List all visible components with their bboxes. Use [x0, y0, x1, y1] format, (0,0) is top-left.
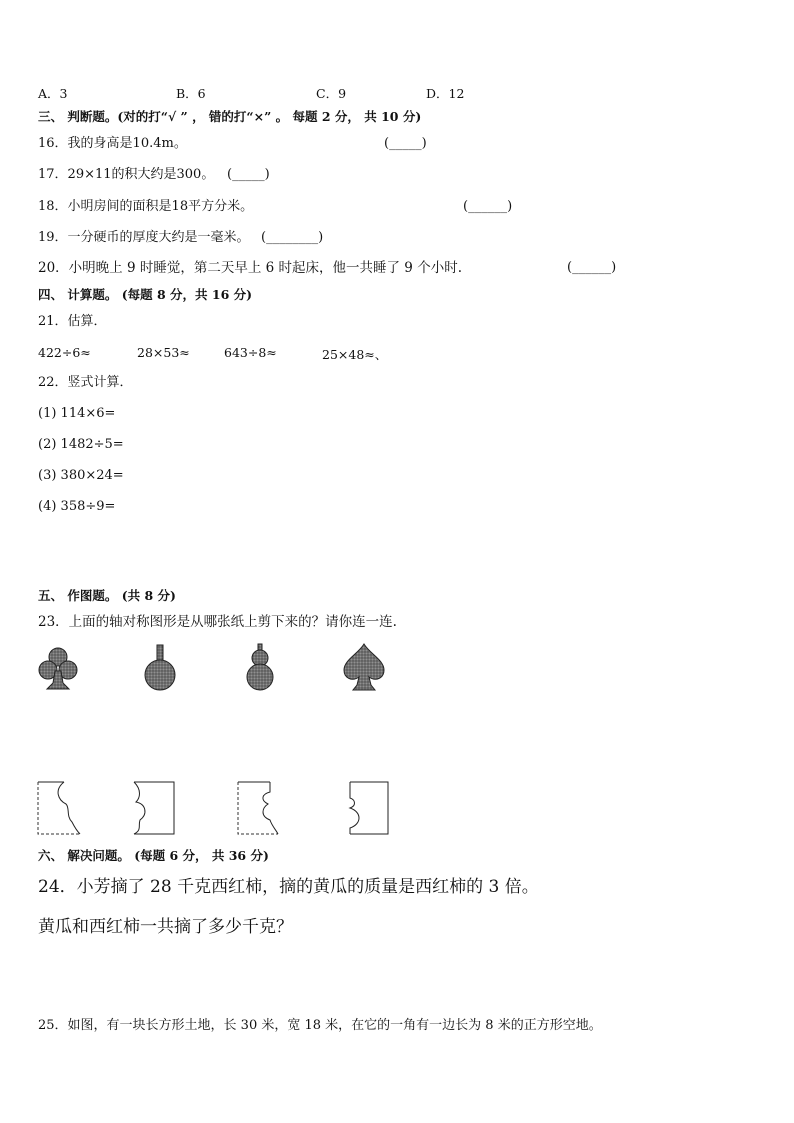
- option-c: C．9: [316, 86, 347, 101]
- estimate-3: 643÷8≈: [224, 345, 277, 360]
- question-24-line1: 24．小芳摘了 28 千克西红柿，摘的黄瓜的质量是西红柿的 3 倍。: [38, 877, 539, 897]
- answer-blank-16[interactable]: (_____): [384, 136, 427, 151]
- paper-option-1[interactable]: [36, 780, 82, 836]
- spade-icon: [340, 642, 388, 692]
- question-23: 23．上面的轴对称图形是从哪张纸上剪下来的？请你连一连.: [38, 614, 397, 630]
- estimate-4: 25×48≈、: [322, 347, 388, 362]
- section5-title: 五、 作图题。 (共 8 分): [38, 588, 176, 603]
- question-25: 25．如图，有一块长方形土地，长 30 米，宽 18 米，在它的一角有一边长为 8 米的正方形空地。: [38, 1018, 602, 1033]
- answer-blank-18[interactable]: (______): [463, 199, 513, 214]
- answer-blank-17[interactable]: (_____): [227, 167, 270, 182]
- paper-option-4[interactable]: [344, 780, 390, 836]
- ladle-icon: [140, 643, 180, 693]
- paper-option-3[interactable]: [236, 780, 280, 836]
- question-18: 18．小明房间的面积是18平方分米。: [38, 199, 254, 214]
- section6-title: 六、 解决问题。 (每题 6 分， 共 36 分): [38, 848, 269, 863]
- estimate-1: 422÷6≈: [38, 345, 91, 360]
- question-16: 16．我的身高是10.4m。: [38, 136, 187, 151]
- section3-title: 三、 判断题。(对的打“√ ” ， 错的打“×” 。 每题 2 分， 共 10 分): [38, 109, 422, 124]
- question-24-line2: 黄瓜和西红柿一共摘了多少千克？: [38, 917, 293, 937]
- vertical-calc-4: (4) 358÷9=: [38, 499, 116, 514]
- answer-blank-19[interactable]: (________): [261, 230, 324, 245]
- question-20: 20．小明晚上 9 时睡觉，第二天早上 6 时起床，他一共睡了 9 个小时.: [38, 260, 462, 276]
- question-22: 22．竖式计算．: [38, 375, 133, 390]
- vertical-calc-2: (2) 1482÷5=: [38, 437, 124, 452]
- option-d: D．12: [426, 86, 465, 101]
- question-21: 21．估算．: [38, 314, 107, 329]
- paper-option-2[interactable]: [132, 780, 176, 836]
- answer-blank-20[interactable]: (______): [567, 260, 617, 275]
- option-b: B．6: [176, 86, 206, 101]
- option-a: A．3: [38, 86, 68, 101]
- vertical-calc-3: (3) 380×24=: [38, 468, 124, 483]
- club-icon: [36, 645, 80, 691]
- estimate-2: 28×53≈: [137, 345, 190, 360]
- gourd-icon: [240, 643, 280, 693]
- section4-title: 四、 计算题。 (每题 8 分，共 16 分): [38, 287, 253, 302]
- question-19: 19．一分硬币的厚度大约是一毫米。: [38, 230, 250, 245]
- vertical-calc-1: (1) 114×6=: [38, 406, 116, 421]
- question-17: 17．29×11的积大约是300。: [38, 167, 215, 182]
